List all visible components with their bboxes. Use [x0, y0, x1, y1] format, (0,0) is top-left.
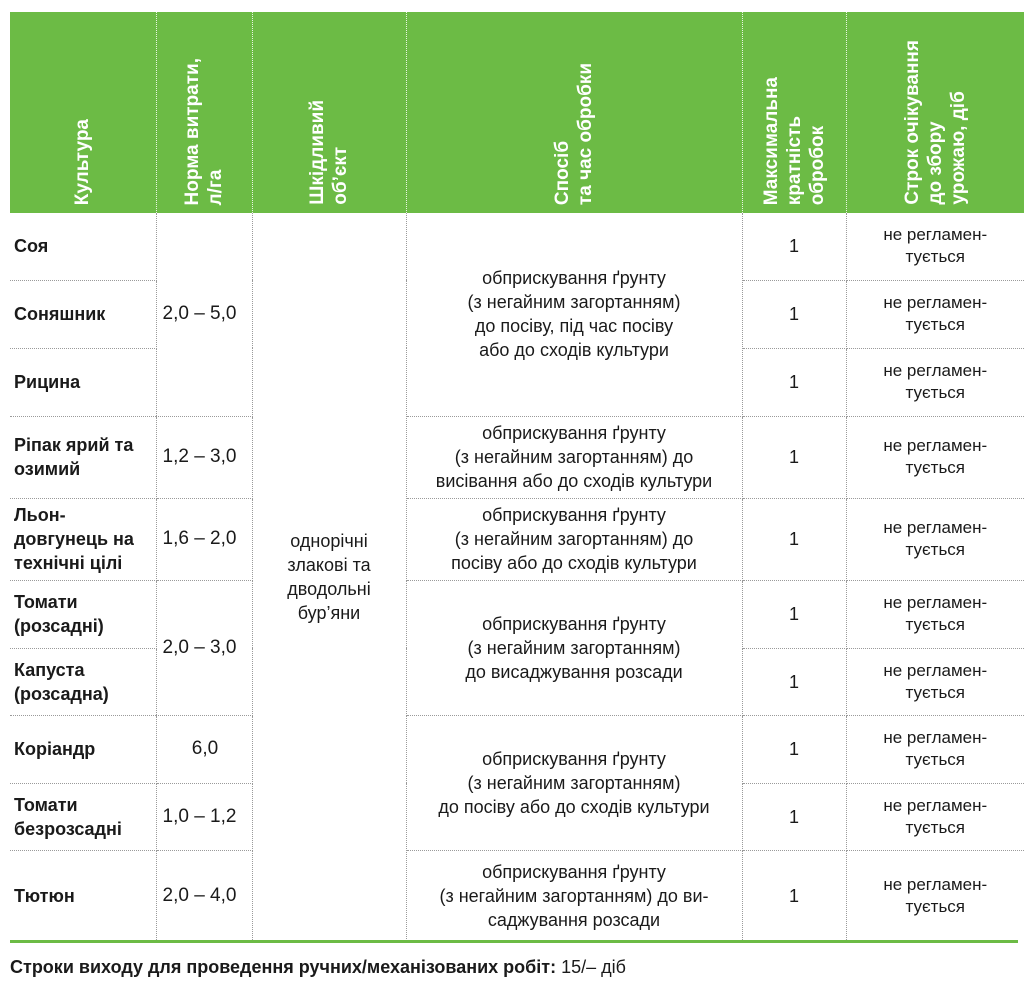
table-row: [10, 498, 1024, 580]
wait-cell: не регламен- тується: [846, 580, 1024, 648]
max-cell: 1: [742, 213, 846, 280]
wait-cell: не регламен- тується: [846, 280, 1024, 348]
rate-cell: 2,0 – 5,0: [156, 213, 252, 416]
method-cell: обприскування ґрунту (з негайним загортанням) до висівання або до сходів культури: [406, 416, 742, 498]
crop-cell: Коріандр: [10, 715, 156, 783]
wait-cell: не регламен- тується: [846, 648, 1024, 715]
method-cell: обприскування ґрунту (з негайним загортанням) до посіву або до сходів культури: [406, 498, 742, 580]
rate-cell: 1,2 – 3,0: [156, 416, 252, 498]
rate-cell: 2,0 – 3,0: [156, 580, 252, 715]
max-cell: 1: [742, 416, 846, 498]
max-cell: 1: [742, 498, 846, 580]
header-rate: Норма витрати, л/га: [156, 12, 252, 213]
crop-cell: Томати (розсадні): [10, 580, 156, 648]
crop-cell: Рицина: [10, 348, 156, 416]
method-cell: обприскування ґрунту (з негайним загортанням) до висаджування розсади: [406, 580, 742, 715]
max-cell: 1: [742, 280, 846, 348]
rate-cell: 1,0 – 1,2: [156, 783, 252, 850]
max-cell: 1: [742, 783, 846, 850]
wait-cell: не регламен- тується: [846, 783, 1024, 850]
header-method: Спосіб та час обробки: [406, 12, 742, 213]
max-cell: 1: [742, 850, 846, 942]
wait-cell: не регламен- тується: [846, 213, 1024, 280]
rate-cell: 6,0: [156, 715, 252, 783]
max-cell: 1: [742, 580, 846, 648]
table-row: [10, 580, 1024, 648]
table-row: [10, 416, 1024, 498]
wait-cell: не регламен- тується: [846, 416, 1024, 498]
method-cell: обприскування ґрунту (з негайним загортанням) до ви- саджування розсади: [406, 850, 742, 942]
wait-cell: не регламен- тується: [846, 498, 1024, 580]
crop-cell: Тютюн: [10, 850, 156, 942]
crop-cell: Капуста (розсадна): [10, 648, 156, 715]
rate-cell: 2,0 – 4,0: [156, 850, 252, 942]
wait-cell: не регламен- тується: [846, 348, 1024, 416]
crop-cell: Льон-довгунець на технічні цілі: [10, 498, 156, 580]
header-crop: Культура: [10, 12, 156, 213]
method-cell: обприскування ґрунту (з негайним загортанням) до посіву або до сходів культури: [406, 715, 742, 850]
footnote-label: Строки виходу для проведення ручних/механізованих робіт:: [10, 957, 557, 977]
crop-cell: Соняшник: [10, 280, 156, 348]
footnote-value: 15/– діб: [556, 957, 626, 977]
header-waiting-period: Строк очікування до збору урожаю, діб: [846, 12, 1024, 213]
wait-cell: не регламен- тується: [846, 715, 1024, 783]
table-row: [10, 715, 1024, 783]
rate-cell: 1,6 – 2,0: [156, 498, 252, 580]
pest-cell: однорічні злакові та дводольні бур’яни: [252, 213, 406, 942]
table-row: [10, 850, 1024, 942]
max-cell: 1: [742, 348, 846, 416]
application-table: [10, 12, 1024, 943]
bottom-rule: [10, 940, 1018, 943]
header-row: [10, 12, 1024, 213]
method-cell: обприскування ґрунту (з негайним загортанням) до посіву, під час посіву або до сходів культури: [406, 213, 742, 416]
table-row: [10, 213, 1024, 280]
wait-cell: не регламен- тується: [883, 875, 988, 917]
footnote: [10, 955, 626, 979]
crop-cell: Соя: [10, 213, 156, 280]
max-cell: 1: [742, 648, 846, 715]
header-max-treatments: Максимальна кратність обробок: [742, 12, 846, 213]
max-cell: 1: [742, 715, 846, 783]
header-pest: Шкідливий об’єкт: [252, 12, 406, 213]
herbicide-table-wrap: [10, 12, 1024, 943]
crop-cell: Ріпак ярий та озимий: [10, 416, 156, 498]
crop-cell: Томати безрозсадні: [10, 783, 156, 850]
